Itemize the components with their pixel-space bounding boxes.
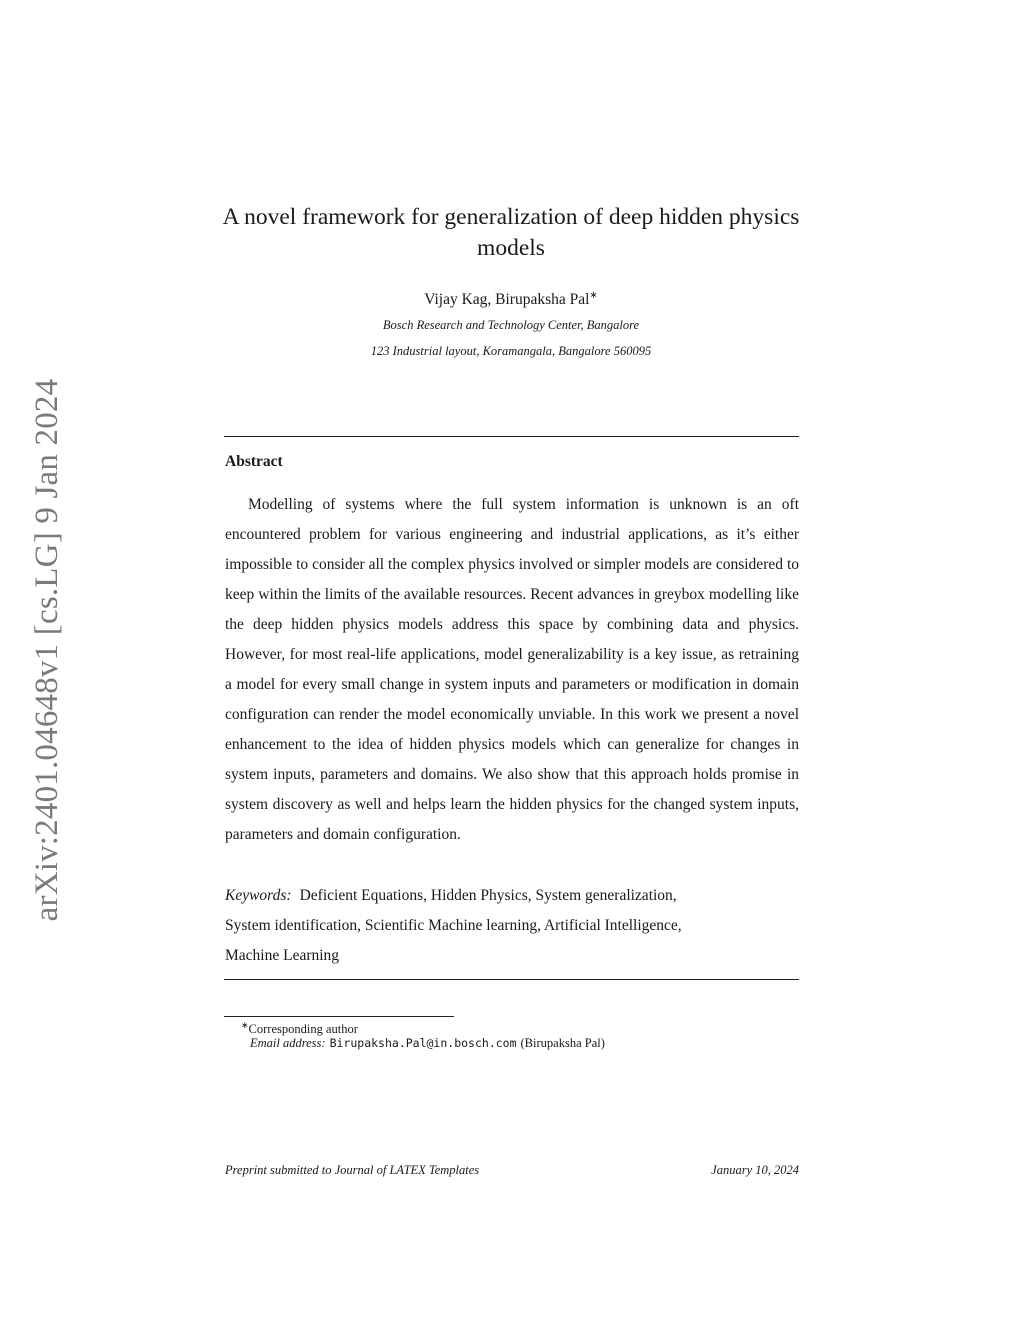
corresponding-marker: ∗: [589, 290, 598, 301]
affiliation-address: 123 Industrial layout, Koramangala, Bangalore 560095: [370, 344, 652, 358]
keywords-line-1: [225, 881, 785, 911]
footnote-corresponding: [241, 1020, 358, 1037]
keywords-line-2: System identification, Scientific Machine learning, Artificial Intelligence,: [225, 917, 682, 934]
keywords-text-1: Deficient Equations, Hidden Physics, System generalization,: [299, 887, 677, 904]
email-address-link[interactable]: Birupaksha.Pal@in.bosch.com: [329, 1036, 517, 1050]
footnote-corresponding-text: Corresponding author: [248, 1022, 358, 1037]
keywords-line-3: Machine Learning: [225, 947, 340, 964]
footnote-email: [250, 1036, 605, 1051]
footer-date: January 10, 2024: [711, 1163, 799, 1177]
footnote-marker: ∗: [241, 1020, 249, 1030]
arxiv-side-stamp: [17, 370, 77, 930]
footer-journal: Preprint submitted to Journal of LATEX Templates: [225, 1163, 480, 1177]
email-label: Email address:: [250, 1036, 326, 1050]
keywords-label: Keywords:: [225, 887, 292, 904]
abstract-text: Modelling of systems where the full system information is unknown is an oft encountered problem for various engineering and industrial applications, as it’s either impossible to consider all the complex physics involved or simpler models are considered to keep within the limits of the available resources. Recent advances in greybox modelling like the deep hidden physics models address this space by combining data and physics. However, for most real-life applications, model generalizability is a key issue, as retraining a model for every small change in system inputs and parameters or modification in domain configuration can render the model economically unviable. In this work we present a novel enhancement to the idea of hidden physics models which can generalize for changes in system inputs, parameters and domains. We also show that this approach holds promise in system discovery as well and helps learn the hidden physics for the changed system inputs, parameters and domain configuration.: [225, 496, 799, 843]
author-list: [222, 290, 800, 309]
abstract-bottom-rule: [224, 979, 799, 980]
abstract-heading: Abstract: [225, 453, 283, 470]
author-names: Vijay Kag, Birupaksha Pal: [424, 291, 590, 309]
email-owner: (Birupaksha Pal): [520, 1036, 605, 1050]
footnote-rule: [224, 1016, 454, 1017]
keywords-block: [225, 881, 785, 971]
abstract-top-rule: [224, 436, 799, 437]
paper-title: A novel framework for generalization of deep hidden physics models: [222, 204, 800, 261]
affiliation-institution: Bosch Research and Technology Center, Bangalore: [382, 318, 640, 332]
arxiv-id: arXiv:2401.04648v1 [cs.LG] 9 Jan 2024: [28, 378, 65, 922]
